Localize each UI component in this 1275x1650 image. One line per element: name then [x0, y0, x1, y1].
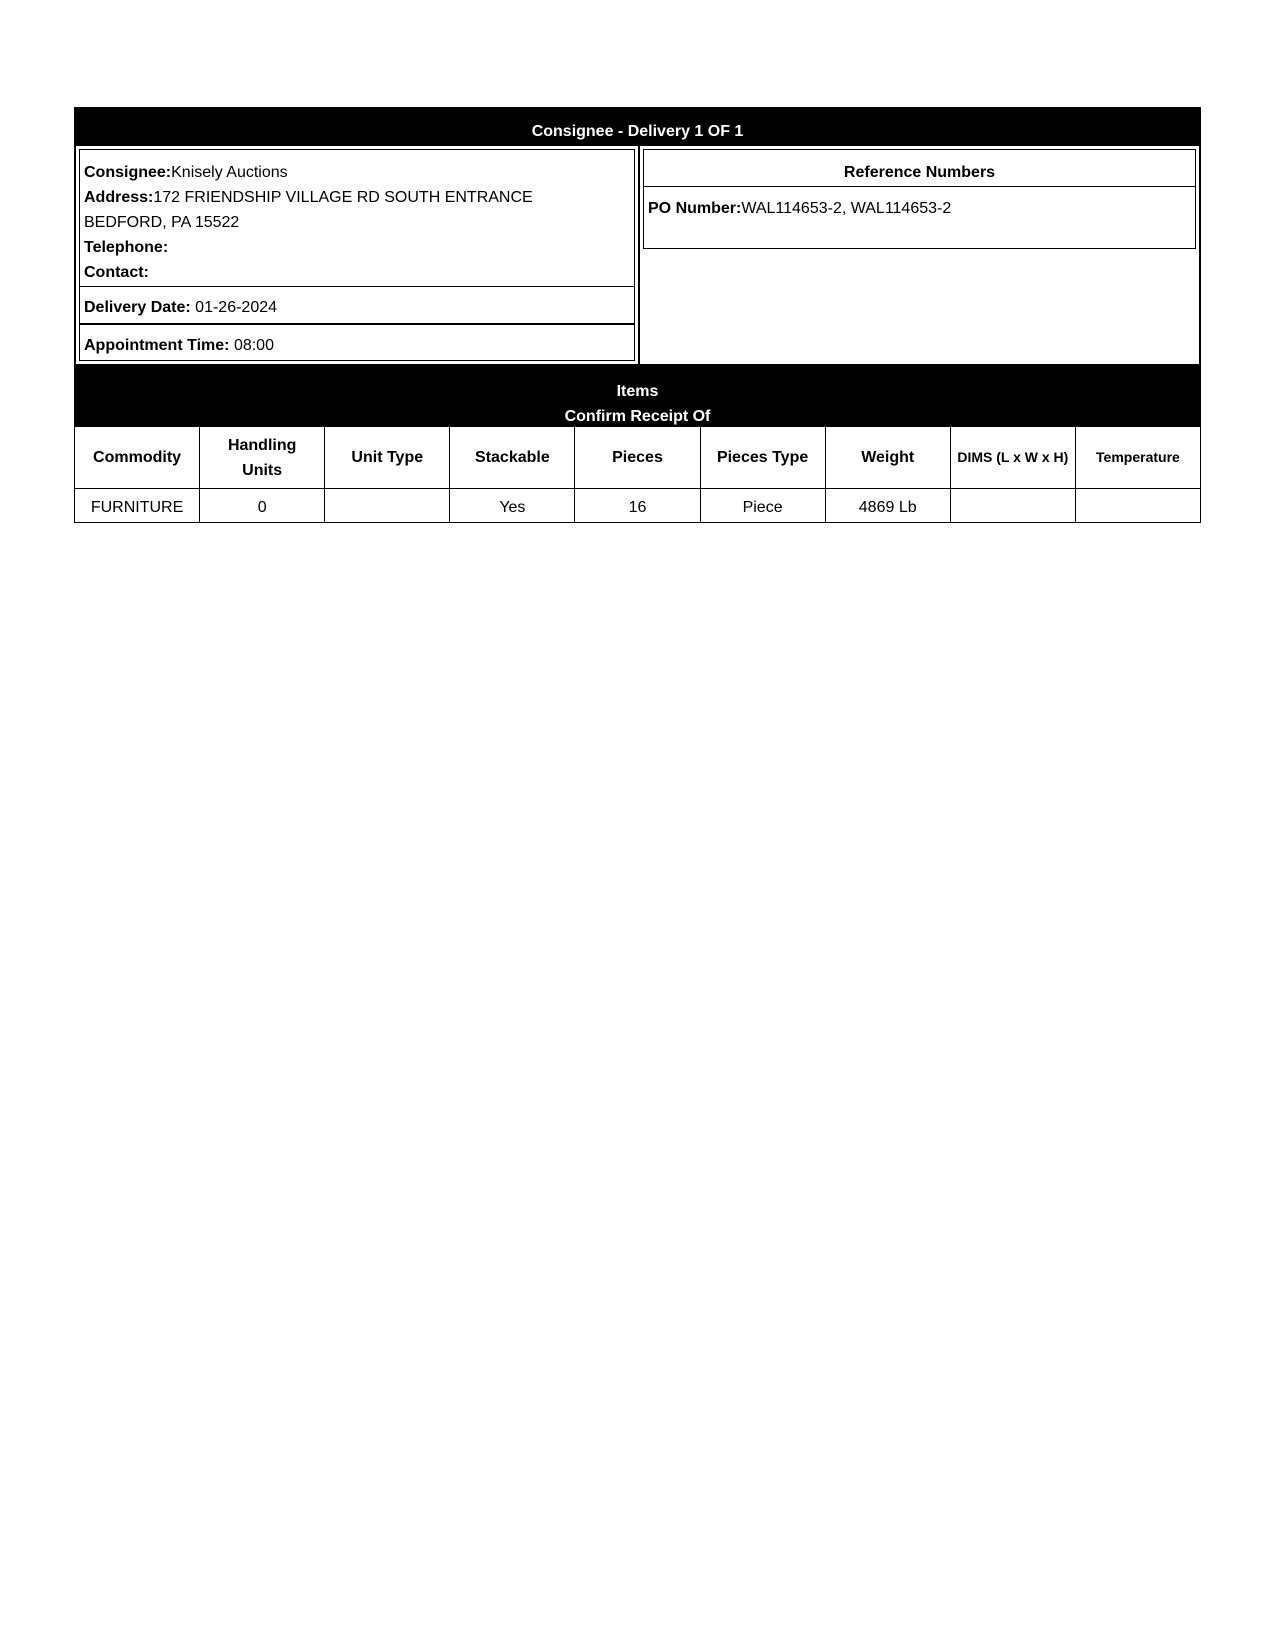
delivery-date-value: 01-26-2024	[195, 299, 278, 316]
appointment-time-value: 08:00	[233, 337, 274, 354]
consignee-line	[84, 160, 634, 185]
cell-pieces: 16	[575, 489, 700, 523]
col-handling-units-line2: Units	[242, 461, 283, 479]
items-header	[74, 364, 1201, 426]
reference-box	[643, 149, 1196, 249]
cell-handling-units: 0	[200, 489, 325, 523]
col-handling-units-line1: Handling	[227, 436, 297, 454]
col-handling-units	[200, 427, 325, 489]
col-pieces-type: Pieces Type	[700, 427, 825, 489]
col-weight: Weight	[825, 427, 950, 489]
appointment-time-box	[79, 324, 635, 361]
telephone-label: Telephone:	[84, 239, 169, 256]
po-number-value: WAL114653-2, WAL114653-2	[741, 200, 952, 217]
cell-stackable: Yes	[450, 489, 575, 523]
col-stackable: Stackable	[450, 427, 575, 489]
contact-label: Contact:	[84, 264, 149, 281]
items-subtitle: Confirm Receipt Of	[564, 408, 711, 425]
info-section	[74, 146, 1201, 364]
col-temperature: Temperature	[1075, 427, 1200, 489]
delivery-date-label: Delivery Date:	[84, 299, 191, 316]
items-header-row	[75, 427, 1201, 489]
reference-title: Reference Numbers	[644, 150, 1195, 187]
address-label: Address:	[84, 189, 154, 206]
consignee-name: Knisely Auctions	[171, 164, 288, 181]
col-dims: DIMS (L x W x H)	[950, 427, 1075, 489]
po-number-label: PO Number:	[648, 200, 742, 217]
consignee-box	[79, 149, 635, 287]
cell-weight: 4869 Lb	[825, 489, 950, 523]
telephone-line	[84, 235, 634, 260]
consignee-label: Consignee:	[84, 164, 172, 181]
po-number-line	[644, 187, 1195, 218]
col-unit-type: Unit Type	[325, 427, 450, 489]
col-pieces: Pieces	[575, 427, 700, 489]
appointment-time-label: Appointment Time:	[84, 337, 230, 354]
reference-column	[640, 146, 1199, 364]
delivery-date-box	[79, 287, 635, 324]
items-title: Items	[616, 383, 659, 400]
table-row	[75, 489, 1201, 523]
cell-pieces-type: Piece	[700, 489, 825, 523]
address-line1: 172 FRIENDSHIP VILLAGE RD SOUTH ENTRANCE	[153, 189, 533, 206]
cell-temperature	[1075, 489, 1200, 523]
col-commodity: Commodity	[75, 427, 200, 489]
address-line2: BEDFORD, PA 15522	[84, 214, 240, 231]
cell-commodity: FURNITURE	[75, 489, 200, 523]
address-line	[84, 185, 634, 210]
cell-dims	[950, 489, 1075, 523]
cell-unit-type	[325, 489, 450, 523]
consignee-column	[76, 146, 640, 364]
items-table	[74, 426, 1201, 523]
delivery-document	[74, 107, 1201, 523]
document-title: Consignee - Delivery 1 OF 1	[74, 107, 1201, 146]
contact-line	[84, 260, 634, 285]
